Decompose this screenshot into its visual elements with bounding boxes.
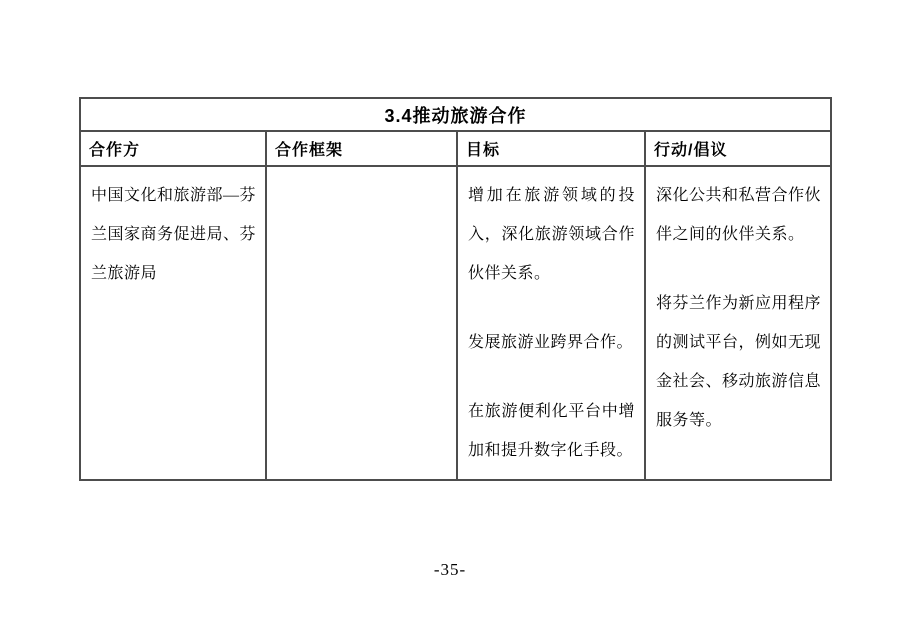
paragraph-spacer bbox=[468, 362, 635, 392]
action-paragraph-1: 深化公共和私营合作伙伴之间的伙伴关系。 bbox=[656, 187, 822, 243]
goal-paragraph-3: 在旅游便利化平台中增加和提升数字化手段。 bbox=[468, 403, 635, 459]
table-title-row bbox=[80, 98, 831, 131]
tourism-cooperation-table bbox=[79, 97, 832, 481]
header-actions: 行动/倡议 bbox=[645, 131, 831, 166]
table-header-row bbox=[80, 131, 831, 166]
cell-goals bbox=[457, 166, 645, 480]
partner-paragraph: 中国文化和旅游部—芬兰国家商务促进局、芬兰旅游局 bbox=[91, 187, 257, 282]
table-data-row bbox=[80, 166, 831, 480]
header-goals: 目标 bbox=[457, 131, 645, 166]
action-paragraph-2: 将芬兰作为新应用程序的测试平台，例如无现金社会、移动旅游信息服务等。 bbox=[656, 295, 822, 429]
cell-actions bbox=[645, 166, 831, 480]
goal-paragraph-2: 发展旅游业跨界合作。 bbox=[468, 334, 634, 351]
header-framework: 合作框架 bbox=[266, 131, 457, 166]
paragraph-spacer bbox=[468, 293, 635, 323]
cell-partner bbox=[80, 166, 266, 480]
table-title: 3.4推动旅游合作 bbox=[80, 98, 831, 131]
page-number: -35- bbox=[433, 560, 467, 579]
paragraph-spacer bbox=[656, 254, 821, 284]
cell-framework bbox=[266, 166, 457, 480]
header-partner: 合作方 bbox=[80, 131, 266, 166]
goal-paragraph-1: 增加在旅游领域的投入，深化旅游领域合作伙伴关系。 bbox=[468, 187, 635, 282]
